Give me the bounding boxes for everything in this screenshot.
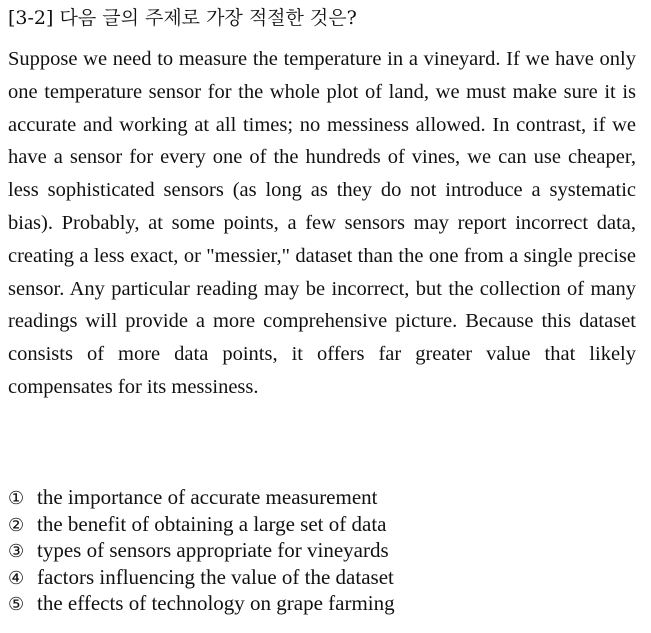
option-text: types of sensors appropriate for vineyards: [37, 538, 389, 562]
option-number: ①: [8, 488, 25, 509]
option-number: ⑤: [8, 594, 25, 615]
question-header: [8, 4, 644, 32]
question-number: [3-2]: [8, 7, 54, 29]
answer-option-3[interactable]: [8, 537, 644, 564]
answer-option-1[interactable]: [8, 484, 644, 511]
option-number: ④: [8, 567, 25, 589]
option-text: the importance of accurate measurement: [37, 485, 378, 509]
question-prompt: 다음 글의 주제로 가장 적절한 것은?: [59, 7, 357, 29]
option-text: the benefit of obtaining a large set of data: [37, 511, 387, 536]
answer-option-2[interactable]: [8, 511, 644, 538]
answer-option-5[interactable]: [8, 590, 644, 617]
answer-option-4[interactable]: [8, 564, 644, 591]
option-text: the effects of technology on grape farming: [37, 591, 395, 615]
option-number: ③: [8, 541, 25, 562]
answer-options: [8, 484, 644, 617]
option-number: ②: [8, 514, 25, 536]
option-text: factors influencing the value of the dataset: [37, 564, 394, 589]
passage-text: Suppose we need to measure the temperature in a vineyard. If we have only one temperature sensor for the whole plot of land, we must make sure it is accurate and working at all times; no messiness allowed. In contrast, if we have a sensor for every one of the hundreds of vines, we can use cheaper, less sophisticated sensors (as long as they do not introduce a systematic bias). Probably, at some points, a few sensors may report incorrect data, creating a less exact, or "messier," dataset than the one from a single precise sensor. Any particular reading may be incorrect, but the collection of many readings will provide a more comprehensive picture. Because this dataset consists of more data points, it offers far greater value that likely compensates for its messiness.: [8, 48, 636, 398]
